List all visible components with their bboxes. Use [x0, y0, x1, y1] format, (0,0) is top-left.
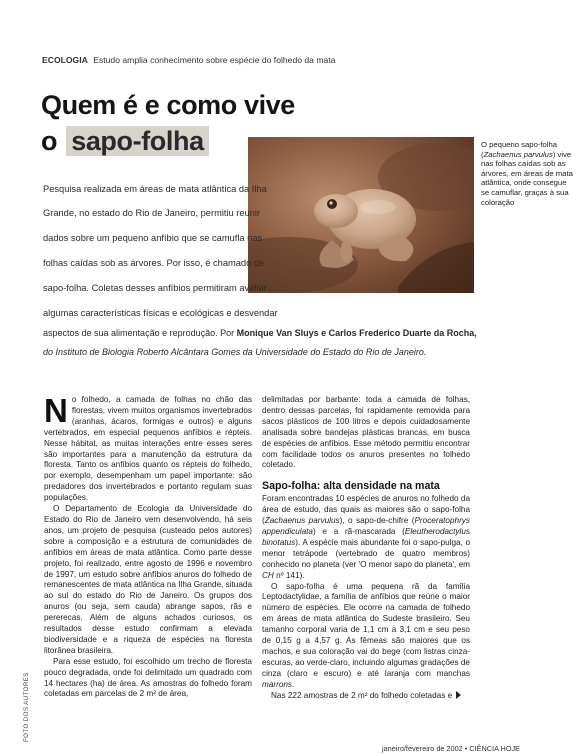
paragraph-text: ). A espécie mais abundante foi o sapo-pulga, o menor tetrápode (vertebrado de quatro membros) conhecido no planeta (ver 'O menor sapo do planeta', em	[262, 537, 470, 569]
section-subheading: Sapo-folha: alta densidade na mata	[262, 480, 440, 493]
photo-caption	[481, 140, 573, 207]
body-paragraph: O Departamento de Ecologia da Universidade do Estado do Rio de Janeiro vem desenvolvendo, há seis anos, um projeto de pesquisa (custeado pelos autores) sobre a composição e a estrutura de comunidades de anfíbios em áreas de mata atlântica. Como parte desse projeto, foi realizado, entre agosto de 1996 e novembro de 1997, um estudo sobre anfíbios anuros do folhedo de remanescentes de mata atlântica na Ilha Grande, situada ao sul do estado do Rio de Janeiro. Os grupos dos anuros (ou seja, sem cauda) abrange sapos, rãs e pererecas. Além de alguns achados curiosos, os resultados desse estudo confirmam a elevada biodiversidade e a riqueza de espécies na floresta litorânea brasileira.	[44, 504, 252, 655]
paragraph-text: O sapo-folha é uma pequena rã da família Leptodactylidae, a família de anfíbios que reúne o maior número de espécies. Ele ocorre na camada de folhedo em áreas de mata atlântica do Sudeste brasileiro. Seu tamanho corporal varia de 1,1 cm a 3,1 cm e seu peso de 0,15 g a 4,57 g. As fêmeas são maiores que os machos, e sua coloração vai do bege (com listras cinza-escuras, ao verde-claro, incluindo algumas gradações de cinza (claro e escuro) e até laranja com manchas	[262, 581, 470, 678]
paragraph-text: ) e a rã-mascarada (	[313, 526, 405, 536]
caption-species: Zachaenus parvulus	[483, 149, 553, 159]
paragraph-text: Foram encontradas 10 espécies de anuros no folhedo da área de estudo, das quais as maiores são o sapo-folha (	[262, 494, 470, 526]
body-paragraph: Para esse estudo, foi escolhido um trecho de floresta pouco degradada, onde foi delimitado um quadrado com 14 hectares (ha) de área. As amostras do folhedo foram coletadas em parcelas de 2 m² de área,	[44, 656, 252, 699]
lead-line: Pesquisa realizada em áreas de mata atlântica da Ilha	[43, 184, 267, 194]
section-label: ECOLOGIA	[42, 55, 88, 65]
body-paragraph	[262, 494, 470, 581]
page-footer: janeiro/fevereiro de 2002 • CIÊNCIA HOJE	[382, 744, 521, 753]
article-title-line2	[41, 126, 209, 157]
body-paragraph	[262, 691, 470, 702]
credit-institution: do Instituto de Biologia Roberto Alcântara Gomes da Universidade do Estado do Rio de Janeiro.	[43, 347, 427, 357]
caption-text-a: O pequeno sapo-folha (	[481, 140, 558, 159]
continue-arrow-icon	[456, 691, 461, 699]
kicker-text: Estudo amplia conhecimento sobre espécie do folhedo da mata	[93, 55, 336, 65]
species-name: Zachaenus parvulus	[264, 516, 340, 526]
photo-credit: FOTO DOS AUTORES	[23, 672, 30, 742]
drop-cap: N	[44, 392, 68, 429]
lead-line: algumas características físicas e ecológicas e desvendar	[43, 308, 278, 318]
paragraph-text: o folhedo, a camada de folhas no chão das florestas, vivem muitos organismos invertebrados (aranhas, ácaros, formigas e outros) e alguns vertebrados, em especial pequenos anfíbios e répteis. Nesse hábitat, as muitas interações entre esses seres são importantes para a manutenção da estrutura da floresta. Tanto os anfíbios quanto os répteis do folhedo, por exemplo, desempenham um papel importante: são predadores dos invertebrados e portanto regulam suas populações.	[44, 395, 252, 503]
body-column-1	[44, 392, 252, 740]
article-title-highlight: sapo-folha	[66, 126, 209, 156]
lead-line: Grande, no estado do Rio de Janeiro, permitiu reunir	[43, 208, 261, 218]
article-title-prefix: o	[41, 126, 58, 156]
credit-prefix: aspectos de sua alimentação e reprodução. Por	[43, 328, 235, 338]
emphasis-text: marrons	[262, 679, 293, 689]
caption-text-b: ) vive nas folhas caídas sob as árvores, em áreas de mata atlântica, onde consegue se camuflar, graças à sua coloração	[481, 149, 573, 207]
frog-photo	[248, 137, 474, 293]
author-credit	[43, 327, 483, 358]
credit-line1	[43, 327, 483, 339]
body-column-2	[262, 395, 470, 735]
frog-illustration	[248, 137, 474, 293]
paragraph-text: ), o sapo-de-chifre (	[339, 516, 415, 526]
article-title-line1: Quem é e como vive	[41, 90, 295, 120]
species-name: Proceratophrys appendiculata	[262, 516, 470, 536]
section-kicker	[42, 55, 335, 65]
paragraph-text: nº 141).	[273, 570, 305, 580]
body-paragraph	[44, 392, 252, 504]
lead-line: folhas caídas sob as árvores. Por isso, é chamado de	[43, 258, 265, 268]
credit-authors: Monique Van Sluys e Carlos Frederico Duarte da Rocha,	[236, 328, 477, 338]
body-paragraph: delimitadas por barbante: toda a camada de folhas, dentro dessas parcelas, foi rapidamente removida para sacos plásticos de 100 litros e depois cuidadosamente analisada sobre bandejas plásticas brancas, em busca de espécies de anfíbios. Esse método permitiu encontrar com facilidade todos os anuros presentes no folhedo coletado.	[262, 395, 470, 470]
lead-line: dados sobre um pequeno anfíbio que se camufla nas	[43, 233, 263, 243]
species-name: Eleutherodactylus binotatus	[262, 526, 470, 547]
paragraph-text: .	[292, 679, 295, 689]
lead-line: sapo-folha. Coletas desses anfíbios permitiram avaliar	[43, 283, 267, 293]
magazine-reference: CH	[262, 570, 274, 580]
paragraph-text: Nas 222 amostras de 2 m² do folhedo coletadas e	[271, 690, 453, 700]
body-paragraph	[262, 582, 470, 691]
